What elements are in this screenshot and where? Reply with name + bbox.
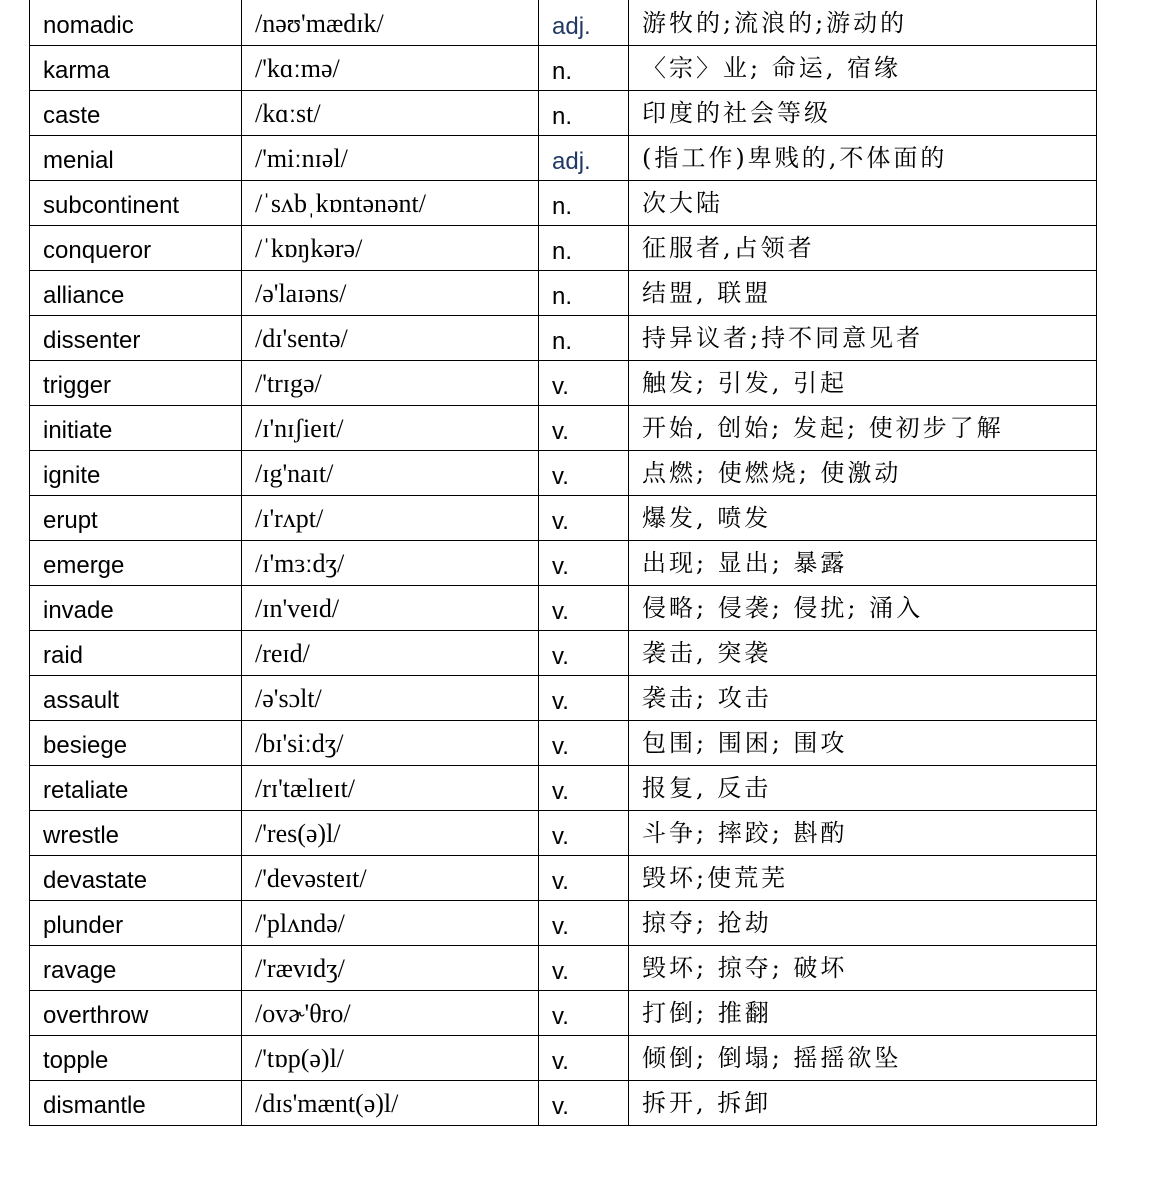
phonetic-cell: /ɪ'nɪʃieɪt/	[242, 405, 539, 450]
word-cell: conqueror	[30, 225, 242, 270]
definition-cell: 结盟, 联盟	[629, 270, 1097, 315]
word-cell: subcontinent	[30, 180, 242, 225]
table-row	[30, 585, 1097, 630]
definition-cell: 次大陆	[629, 180, 1097, 225]
table-row	[30, 450, 1097, 495]
definition-cell: 爆发, 喷发	[629, 495, 1097, 540]
table-row	[30, 945, 1097, 990]
phonetic-cell: /ə'sɔlt/	[242, 675, 539, 720]
vocabulary-table-body	[30, 0, 1097, 1125]
table-row	[30, 855, 1097, 900]
definition-cell: 〈宗〉业; 命运, 宿缘	[629, 45, 1097, 90]
phonetic-cell: /bɪ'siːdʒ/	[242, 720, 539, 765]
definition-cell: 毁坏;使荒芜	[629, 855, 1097, 900]
definition-cell: 报复, 反击	[629, 765, 1097, 810]
table-row	[30, 675, 1097, 720]
part-of-speech-cell: v.	[539, 630, 629, 675]
definition-cell: 倾倒; 倒塌; 摇摇欲坠	[629, 1035, 1097, 1080]
phonetic-cell: /'plʌndə/	[242, 900, 539, 945]
table-row	[30, 405, 1097, 450]
table-row	[30, 495, 1097, 540]
word-cell: raid	[30, 630, 242, 675]
phonetic-cell: /'tɒp(ə)l/	[242, 1035, 539, 1080]
definition-cell: (指工作)卑贱的,不体面的	[629, 135, 1097, 180]
part-of-speech-cell: n.	[539, 225, 629, 270]
part-of-speech-cell: adj.	[539, 135, 629, 180]
part-of-speech-cell: v.	[539, 675, 629, 720]
definition-cell: 点燃; 使燃烧; 使激动	[629, 450, 1097, 495]
definition-cell: 游牧的;流浪的;游动的	[629, 0, 1097, 45]
table-row	[30, 180, 1097, 225]
phonetic-cell: /ɪn'veɪd/	[242, 585, 539, 630]
word-cell: besiege	[30, 720, 242, 765]
part-of-speech-cell: v.	[539, 765, 629, 810]
definition-cell: 斗争; 摔跤; 斟酌	[629, 810, 1097, 855]
definition-cell: 印度的社会等级	[629, 90, 1097, 135]
phonetic-cell: /'rævɪdʒ/	[242, 945, 539, 990]
word-cell: invade	[30, 585, 242, 630]
definition-cell: 袭击, 突袭	[629, 630, 1097, 675]
table-row	[30, 1035, 1097, 1080]
phonetic-cell: /nəʊ'mædɪk/	[242, 0, 539, 45]
table-row	[30, 225, 1097, 270]
phonetic-cell: /dɪs'mænt(ə)l/	[242, 1080, 539, 1125]
vocabulary-table	[29, 0, 1097, 1126]
phonetic-cell: /ɪg'naɪt/	[242, 450, 539, 495]
part-of-speech-cell: v.	[539, 900, 629, 945]
phonetic-cell: /'miːnɪəl/	[242, 135, 539, 180]
word-cell: ravage	[30, 945, 242, 990]
table-row	[30, 360, 1097, 405]
part-of-speech-cell: v.	[539, 810, 629, 855]
part-of-speech-cell: v.	[539, 720, 629, 765]
definition-cell: 征服者,占领者	[629, 225, 1097, 270]
word-cell: initiate	[30, 405, 242, 450]
phonetic-cell: /'res(ə)l/	[242, 810, 539, 855]
part-of-speech-cell: v.	[539, 405, 629, 450]
word-cell: trigger	[30, 360, 242, 405]
definition-cell: 掠夺; 抢劫	[629, 900, 1097, 945]
table-row	[30, 900, 1097, 945]
phonetic-cell: /dɪ'sentə/	[242, 315, 539, 360]
part-of-speech-cell: v.	[539, 1080, 629, 1125]
part-of-speech-cell: n.	[539, 90, 629, 135]
definition-cell: 出现; 显出; 暴露	[629, 540, 1097, 585]
definition-cell: 侵略; 侵袭; 侵扰; 涌入	[629, 585, 1097, 630]
table-row	[30, 810, 1097, 855]
part-of-speech-cell: n.	[539, 180, 629, 225]
word-cell: emerge	[30, 540, 242, 585]
table-row	[30, 315, 1097, 360]
definition-cell: 袭击; 攻击	[629, 675, 1097, 720]
part-of-speech-cell: v.	[539, 495, 629, 540]
definition-cell: 拆开, 拆卸	[629, 1080, 1097, 1125]
table-row	[30, 540, 1097, 585]
part-of-speech-cell: v.	[539, 855, 629, 900]
phonetic-cell: /ə'laɪəns/	[242, 270, 539, 315]
table-row	[30, 1080, 1097, 1125]
word-cell: alliance	[30, 270, 242, 315]
definition-cell: 毁坏; 掠夺; 破坏	[629, 945, 1097, 990]
table-row	[30, 630, 1097, 675]
table-row	[30, 765, 1097, 810]
part-of-speech-cell: n.	[539, 270, 629, 315]
word-cell: erupt	[30, 495, 242, 540]
word-cell: overthrow	[30, 990, 242, 1035]
word-cell: retaliate	[30, 765, 242, 810]
word-cell: assault	[30, 675, 242, 720]
definition-cell: 打倒; 推翻	[629, 990, 1097, 1035]
definition-cell: 包围; 围困; 围攻	[629, 720, 1097, 765]
phonetic-cell: /ˈsʌbˌkɒntənənt/	[242, 180, 539, 225]
table-row	[30, 990, 1097, 1035]
part-of-speech-cell: v.	[539, 450, 629, 495]
definition-cell: 持异议者;持不同意见者	[629, 315, 1097, 360]
part-of-speech-cell: n.	[539, 45, 629, 90]
table-row	[30, 90, 1097, 135]
part-of-speech-cell: v.	[539, 1035, 629, 1080]
phonetic-cell: /ɪ'mɜːdʒ/	[242, 540, 539, 585]
phonetic-cell: /rɪ'tælɪeɪt/	[242, 765, 539, 810]
table-row	[30, 45, 1097, 90]
part-of-speech-cell: v.	[539, 945, 629, 990]
word-cell: ignite	[30, 450, 242, 495]
word-cell: nomadic	[30, 0, 242, 45]
part-of-speech-cell: v.	[539, 990, 629, 1035]
phonetic-cell: /'devəsteɪt/	[242, 855, 539, 900]
phonetic-cell: /'kɑːmə/	[242, 45, 539, 90]
table-row	[30, 270, 1097, 315]
phonetic-cell: /ovɚ'θro/	[242, 990, 539, 1035]
table-row	[30, 0, 1097, 45]
phonetic-cell: /'trɪgə/	[242, 360, 539, 405]
phonetic-cell: /ɪ'rʌpt/	[242, 495, 539, 540]
word-cell: dismantle	[30, 1080, 242, 1125]
word-cell: dissenter	[30, 315, 242, 360]
part-of-speech-cell: v.	[539, 585, 629, 630]
word-cell: karma	[30, 45, 242, 90]
word-cell: wrestle	[30, 810, 242, 855]
part-of-speech-cell: n.	[539, 315, 629, 360]
phonetic-cell: /kɑːst/	[242, 90, 539, 135]
word-cell: menial	[30, 135, 242, 180]
word-cell: plunder	[30, 900, 242, 945]
phonetic-cell: /ˈkɒŋkərə/	[242, 225, 539, 270]
part-of-speech-cell: v.	[539, 360, 629, 405]
word-cell: devastate	[30, 855, 242, 900]
word-cell: topple	[30, 1035, 242, 1080]
table-row	[30, 135, 1097, 180]
part-of-speech-cell: adj.	[539, 0, 629, 45]
phonetic-cell: /reɪd/	[242, 630, 539, 675]
part-of-speech-cell: v.	[539, 540, 629, 585]
table-row	[30, 720, 1097, 765]
word-cell: caste	[30, 90, 242, 135]
definition-cell: 触发; 引发, 引起	[629, 360, 1097, 405]
definition-cell: 开始, 创始; 发起; 使初步了解	[629, 405, 1097, 450]
